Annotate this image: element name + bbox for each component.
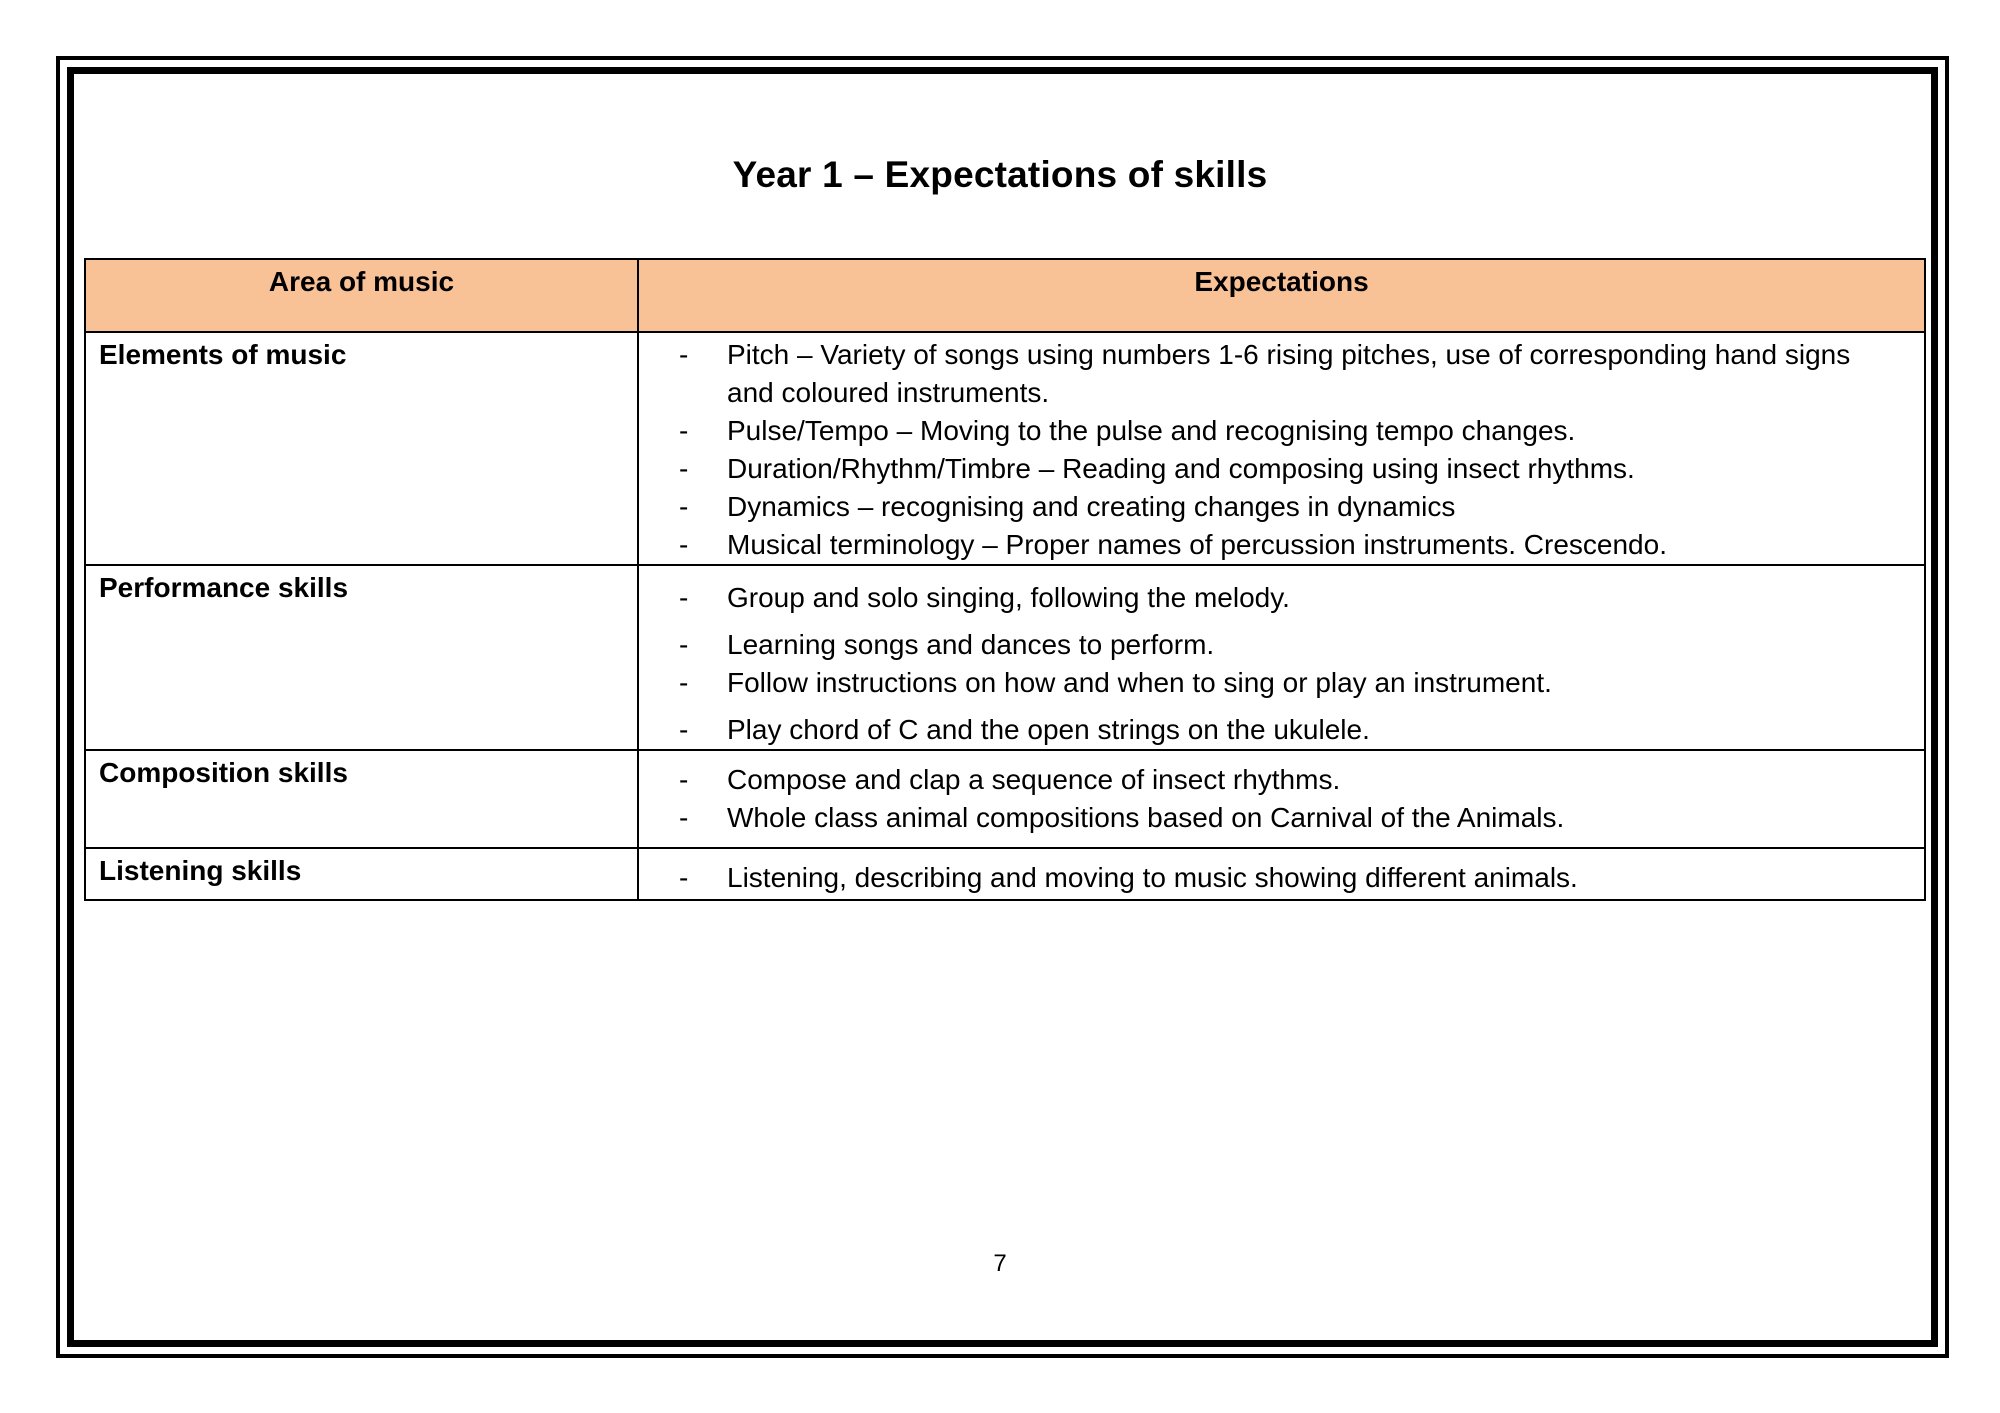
- table-row: [85, 848, 1925, 900]
- area-elements-of-music: Elements of music: [85, 332, 638, 565]
- list-item: - Musical terminology – Proper names of percussion instruments. Crescendo.: [679, 526, 1884, 564]
- expectations-list: [679, 579, 1884, 749]
- header-area: Area of music: [85, 259, 638, 332]
- list-item: - Follow instructions on how and when to sing or play an instrument.: [679, 664, 1884, 702]
- table-row: [85, 565, 1925, 750]
- list-item: - Dynamics – recognising and creating changes in dynamics: [679, 488, 1884, 526]
- expectations-cell: [638, 565, 1925, 750]
- area-listening-skills: Listening skills: [85, 848, 638, 900]
- skills-table: [84, 258, 1926, 901]
- list-item: - Compose and clap a sequence of insect rhythms.: [679, 761, 1884, 799]
- table-header-row: [85, 259, 1925, 332]
- page-title: Year 1 – Expectations of skills: [732, 154, 1268, 195]
- list-item: - Duration/Rhythm/Timbre – Reading and composing using insect rhythms.: [679, 450, 1884, 488]
- table-row: [85, 332, 1925, 565]
- list-item: - Pitch – Variety of songs using numbers 1-6 rising pitches, use of corresponding hand signs and coloured instruments.: [679, 336, 1884, 412]
- list-item: - Whole class animal compositions based on Carnival of the Animals.: [679, 799, 1884, 837]
- area-performance-skills: Performance skills: [85, 565, 638, 750]
- area-composition-skills: Composition skills: [85, 750, 638, 848]
- list-item: - Group and solo singing, following the melody.: [679, 579, 1884, 617]
- list-item: - Pulse/Tempo – Moving to the pulse and recognising tempo changes.: [679, 412, 1884, 450]
- list-item: - Listening, describing and moving to music showing different animals.: [679, 859, 1884, 897]
- table-row: [85, 750, 1925, 848]
- page-number: 7: [993, 1250, 1007, 1277]
- expectations-cell: [638, 848, 1925, 900]
- expectations-list: [679, 336, 1884, 564]
- expectations-list: [679, 761, 1884, 837]
- expectations-cell: [638, 332, 1925, 565]
- expectations-cell: [638, 750, 1925, 848]
- list-item: - Play chord of C and the open strings on the ukulele.: [679, 711, 1884, 749]
- header-expectations: Expectations: [638, 259, 1925, 332]
- expectations-list: [679, 859, 1884, 897]
- list-item: - Learning songs and dances to perform.: [679, 626, 1884, 664]
